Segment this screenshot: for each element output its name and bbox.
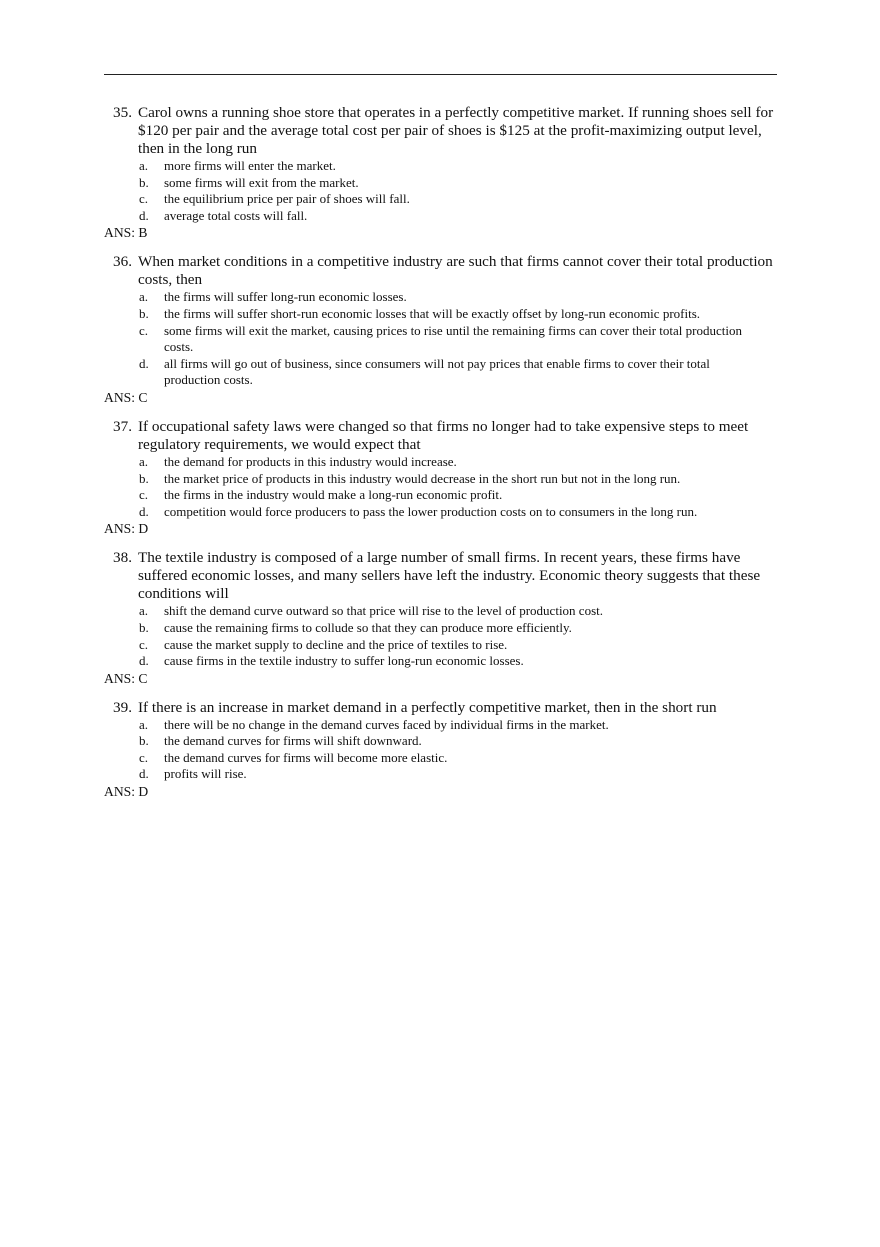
option-label: c. — [139, 191, 149, 207]
option-d — [104, 208, 780, 225]
question-stem — [104, 549, 780, 603]
option-label: a. — [139, 289, 149, 305]
option-text: the equilibrium price per pair of shoes will fall. — [164, 191, 410, 207]
question-text: If there is an increase in market demand in a perfectly competitive market, then in the short run — [138, 698, 717, 716]
question-stem — [104, 699, 780, 717]
question-number: 37. — [113, 417, 132, 435]
option-b — [104, 306, 780, 323]
option-a — [104, 454, 780, 471]
option-d — [104, 766, 780, 783]
option-text: shift the demand curve outward so that price will rise to the level of production cost. — [164, 603, 603, 619]
option-label: c. — [139, 322, 149, 338]
option-c — [104, 323, 780, 356]
option-label: b. — [139, 470, 149, 486]
option-text: the demand curves for firms will shift downward. — [164, 733, 422, 749]
option-text: the demand curves for firms will become more elastic. — [164, 749, 448, 765]
answer-key: ANS: C — [104, 670, 148, 686]
option-d — [104, 504, 780, 521]
option-label: b. — [139, 174, 149, 190]
option-c — [104, 750, 780, 767]
option-label: a. — [139, 158, 149, 173]
question-list — [104, 104, 780, 812]
question-35 — [104, 104, 780, 241]
option-text: there will be no change in the demand curves faced by individual firms in the market. — [164, 716, 609, 732]
answer-options — [104, 603, 780, 669]
header-rule — [104, 74, 777, 75]
option-c — [104, 487, 780, 504]
question-text: When market conditions in a competitive industry are such that firms cannot cover their total production costs, then — [138, 253, 773, 289]
option-label: c. — [139, 749, 149, 765]
option-label: d. — [139, 355, 149, 371]
question-number: 36. — [113, 253, 132, 271]
option-label: c. — [139, 487, 149, 503]
option-text: the firms in the industry would make a long-run economic profit. — [164, 487, 503, 503]
answer-key: ANS: D — [104, 521, 149, 537]
answer-options — [104, 158, 780, 224]
question-39 — [104, 699, 780, 800]
option-d — [104, 356, 780, 389]
option-b — [104, 175, 780, 192]
option-label: d. — [139, 653, 149, 669]
option-label: b. — [139, 619, 149, 635]
option-label: d. — [139, 766, 149, 782]
question-38 — [104, 549, 780, 686]
answer-key: ANS: D — [104, 784, 149, 800]
option-label: a. — [139, 716, 149, 732]
option-c — [104, 637, 780, 654]
answer-key: ANS: B — [104, 225, 148, 241]
option-label: b. — [139, 733, 149, 749]
option-b — [104, 620, 780, 637]
question-text: The textile industry is composed of a large number of small firms. In recent years, these firms have suffered economic losses, and many sellers have left the industry. Economic theory suggests that these conditions will — [138, 549, 761, 603]
question-number: 39. — [113, 698, 132, 716]
option-label: a. — [139, 453, 149, 469]
option-label: d. — [139, 503, 149, 519]
answer-options — [104, 289, 780, 389]
option-text: average total costs will fall. — [164, 207, 308, 223]
answer-options — [104, 454, 780, 520]
option-text: the demand for products in this industry would increase. — [164, 453, 457, 469]
option-b — [104, 733, 780, 750]
option-a — [104, 717, 780, 734]
option-c — [104, 191, 780, 208]
question-text: Carol owns a running shoe store that operates in a perfectly competitive market. If running shoes sell for $120 per pair and the average total cost per pair of shoes is $125 at the profit-maximizing output level, then in the long run — [138, 104, 774, 157]
option-a — [104, 289, 780, 306]
answer-key: ANS: C — [104, 389, 148, 405]
option-text: the firms will suffer long-run economic losses. — [164, 289, 407, 305]
option-text: profits will rise. — [164, 766, 247, 782]
option-label: b. — [139, 305, 149, 321]
option-d — [104, 653, 780, 670]
question-36 — [104, 253, 780, 406]
option-a — [104, 158, 780, 175]
option-text: some firms will exit from the market. — [164, 174, 359, 190]
option-label: c. — [139, 636, 149, 652]
question-number: 35. — [113, 104, 132, 121]
option-text: all firms will go out of business, since consumers will not pay prices that enable firms to cover their total production costs. — [164, 355, 710, 388]
option-text: the market price of products in this industry would decrease in the short run but not in the long run. — [164, 470, 681, 486]
question-stem — [104, 104, 780, 158]
option-text: cause firms in the textile industry to suffer long-run economic losses. — [164, 653, 524, 669]
option-label: a. — [139, 603, 149, 619]
question-number: 38. — [113, 549, 132, 567]
question-stem — [104, 253, 780, 289]
question-37 — [104, 418, 780, 537]
option-text: cause the remaining firms to collude so that they can produce more efficiently. — [164, 619, 572, 635]
question-text: If occupational safety laws were changed so that firms no longer had to take expensive steps to meet regulatory requirements, we would expect that — [138, 417, 749, 453]
option-a — [104, 603, 780, 620]
option-text: the firms will suffer short-run economic losses that will be exactly offset by long-run economic profits. — [164, 305, 701, 321]
question-stem — [104, 418, 780, 454]
option-text: competition would force producers to pass the lower production costs on to consumers in the long run. — [164, 503, 698, 519]
option-label: d. — [139, 207, 149, 223]
option-text: cause the market supply to decline and the price of textiles to rise. — [164, 636, 508, 652]
answer-options — [104, 717, 780, 783]
option-text: more firms will enter the market. — [164, 158, 336, 173]
option-b — [104, 471, 780, 488]
option-text: some firms will exit the market, causing prices to rise until the remaining firms can cover their total production costs. — [164, 322, 742, 355]
